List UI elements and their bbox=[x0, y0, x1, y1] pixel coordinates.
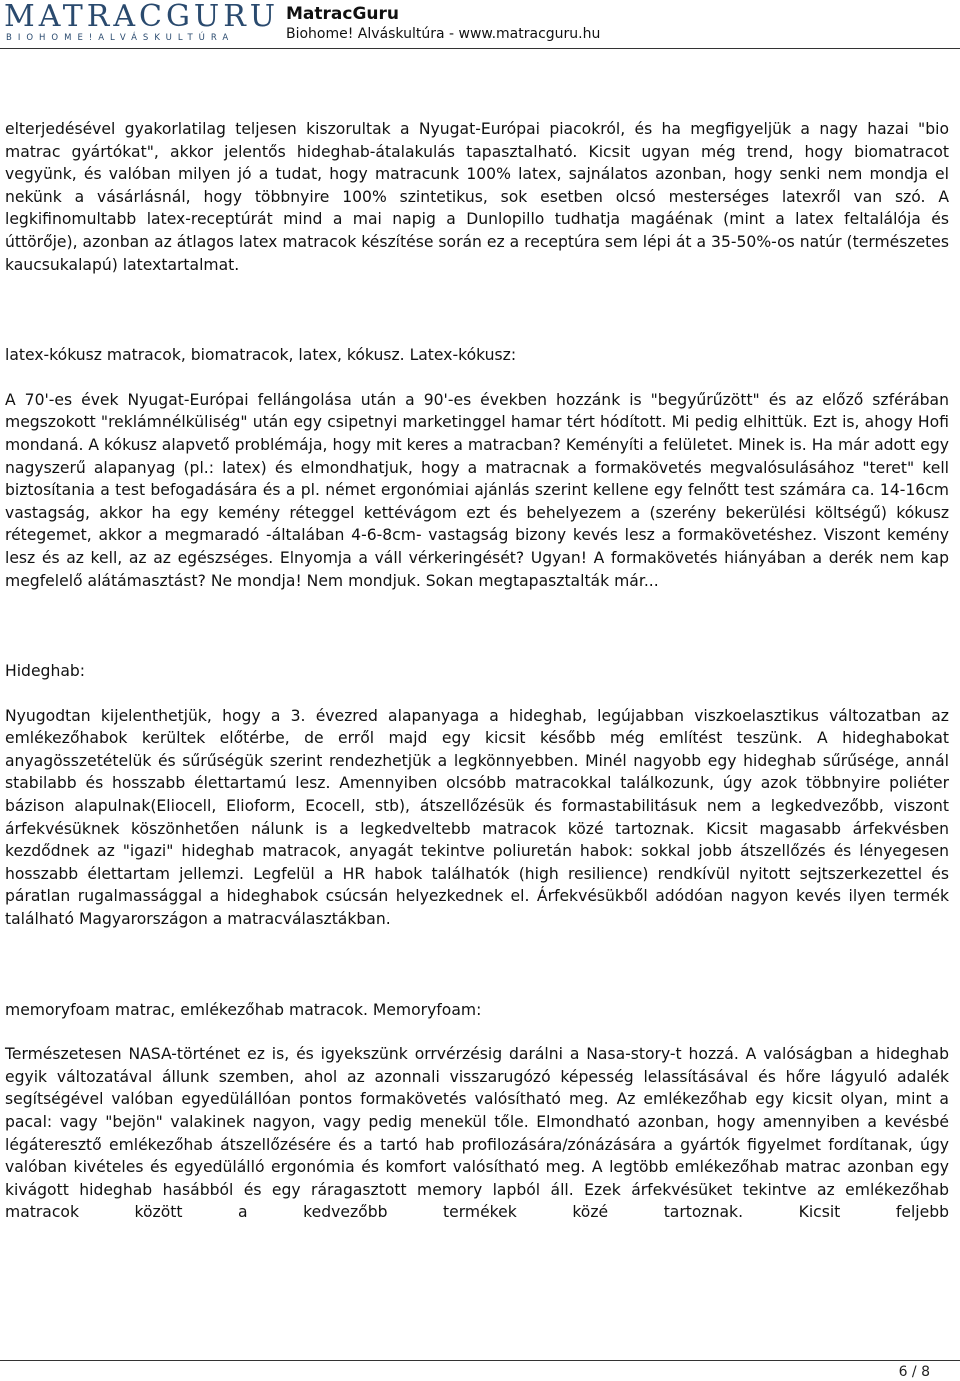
spacer bbox=[5, 367, 949, 389]
page-number: 6 / 8 bbox=[898, 1364, 930, 1380]
hideghab-section-heading: Hideghab: bbox=[5, 662, 86, 681]
spacer bbox=[5, 592, 949, 660]
footer-divider bbox=[0, 1360, 960, 1361]
logo-tagline: BIOHOME!ALVÁSKULTÚRA bbox=[6, 33, 235, 43]
header-divider bbox=[0, 48, 960, 49]
article-body bbox=[5, 118, 949, 1224]
spacer bbox=[5, 276, 949, 344]
memoryfoam-paragraph: Természetesen NASA-történet ez is, és igyekszünk orrvérzésig darálni a Nasa-story-t hozzá. A valóságban a hideghab egyik változatával állunk szemben, ahol az azonnali visszarugózó képesség lelassításával és hőre lágyuló adalék segítségével valóban egyedülállóan pontos formakövetés valósítható meg. Az emlékezőhab egy kicsit olyan, mint a pacal: vagy "bejön" valakinek nagyon, vagy pedig menekül tőle. Elmondható azonban, hogy amennyiben a kevésbé légáteresztő emlékezőhab átszellőzésére és a tartó hab profilozására/zónázására a gyártók figyelmet fordítanak, úgy valóban kivételes és egyedülálló ergonómia és komfort valósítható meg. A legtöbb emlékezőhab matrac azonban egy kivágott hideghab hasábból és egy ráragasztott memory lapból áll. Ezek árfekvésüket tekintve az emlékezőhab matracok között a kedvezőbb termékek közé tartoznak. Kicsit feljebb bbox=[5, 1045, 949, 1222]
kokusz-paragraph: A 70'-es évek Nyugat-Európai fellángolása után a 90'-es években hozzánk is "begyűrűzött" és az előző szférában megszokott "reklámnélküliség" után egy csipetnyi marketinggel hamar tért hódított. Mi pedig elhittük. Ezt is, ahogy Hofi mondaná. A kókusz alapvető problémája, hogy mit keres a matracban? Keményíti a felületet. Minek is. Ha már adott egy nagyszerű alapanyag (pl.: latex) és elmondhatjuk, hogy a matracnak a formakövetés megvalósulásához "teret" kell biztosítania a test befogadására és a pl. német ergonómiai ajánlás szerint kellene egy felnőtt test számára ca. 14-16cm vastagság, akkor ha egy kemény réteggel kettévágom ezt és behelyezem a (szerény bekerülési költségű) kókusz rétegemet, akkor a megmaradó -általában 4-6-8cm- vastagság bizony kevés lesz a formakövetéshez. Viszont kemény lesz és az kell, az az egészséges. Elnyomja a váll vérkeringését? Ugyan! A formakövetés hiányában a derék nem kap megfelelő alátámasztást? Ne mondja! Nem mondjuk. Sokan megtapasztalták már... bbox=[5, 390, 949, 590]
site-subtitle[interactable]: Biohome! Alváskultúra - www.matracguru.hu bbox=[286, 26, 601, 42]
logo-wordmark: MATRACGURU bbox=[4, 0, 280, 34]
matracguru-logo[interactable] bbox=[4, 0, 280, 44]
page-header bbox=[0, 0, 960, 46]
spacer bbox=[5, 1021, 949, 1043]
spacer bbox=[5, 931, 949, 999]
kokusz-section-heading: latex-kókusz matracok, biomatracok, latex, kókusz. Latex-kókusz: bbox=[5, 346, 517, 365]
spacer bbox=[5, 683, 949, 705]
memoryfoam-section-heading: memoryfoam matrac, emlékezőhab matracok. Memoryfoam: bbox=[5, 1000, 482, 1019]
intro-paragraph: elterjedésével gyakorlatilag teljesen kiszorultak a Nyugat-Európai piacokról, és ha megfigyeljük a nagy hazai "bio matrac gyártókat", akkor jelentős hideghab-átalakulás tapasztalható. Kicsit ugyan még trend, hogy biomatracot vegyünk, és valóban milyen jó a tudat, hogy matracunk 100% latex, sajnálatos azonban, hogy senki nem mondja el nekünk a vásárlásnál, hogy többnyire 100% szintetikus, sok esetben olcsó mesterséges latexről van szó. A legkifinomultabb latex-receptúrát mind a mai napig a Dunlopillo tudhatja magáénak (mint a latex feltalálója és úttörője), azonban az átlagos latex matracok készítése során ez a receptúra sem lépi át a 35-50%-os natúr (természetes kaucsukalapú) latextartalmat. bbox=[5, 120, 949, 274]
hideghab-paragraph: Nyugodtan kijelenthetjük, hogy a 3. évezred alapanyaga a hideghab, legújabban viszkoelasztikus változatban az emlékezőhabok kerültek előtérbe, de erről majd egy kicsit később még említést teszünk. A hideghabokat anyagösszetételük és sűrűségük szerint rendezhetjük a legkönnyebben. Minél nagyobb egy hideghab sűrűsége, annál stabilabb és hosszabb élettartamú lesz. Amennyiben olcsóbb matracokkal találkozunk, úgy azok többnyire poliéter bázison alapulnak(Eliocell, Elioform, Ecocell, stb), átszellőzésük és formastabilitásuk nem a legkedvezőbb, viszont árfekvésüknek köszönhetően nálunk is a legkedveltebb matracok közé tartoznak. Kicsit magasabb árfekvésben kezdődnek az "igazi" hideghab matracok, anyagát tekintve poliuretán habok: sokkal jobb átszellőzés és lényegesen hosszabb élettartam jellemzi. Legfelül a HR habok találhatók (high resilience) rendkívül nyitott sejtszerkezettel és páratlan rugalmassággal a hideghabok csúcsán helyezkednek el. Árfekvésükből adódóan nagyon kevés ilyen termék található Magyarországon a matracválasztákban. bbox=[5, 706, 949, 929]
site-title: MatracGuru bbox=[286, 4, 399, 24]
